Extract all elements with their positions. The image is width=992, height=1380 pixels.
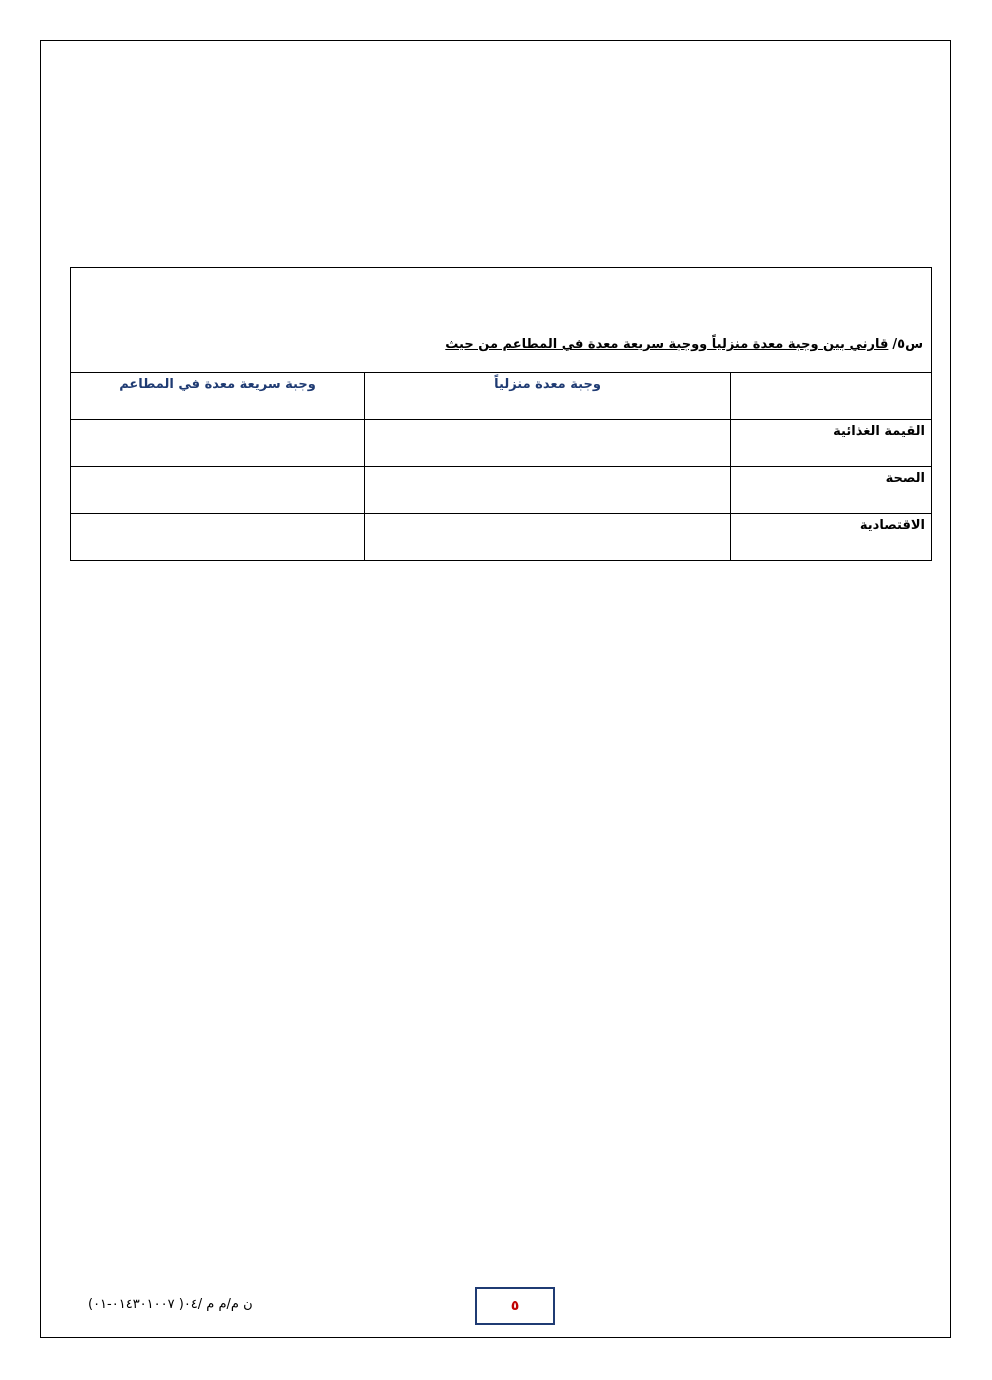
page-number: ٥ [475,1287,555,1325]
question-text: قارني بين وجبة معدة منزلياً ووجبة سريعة معدة في المطاعم من حيث [445,337,889,352]
header-row [71,373,932,420]
question-cell [71,268,932,373]
table-row [71,420,932,467]
answer-cell-home-meal[interactable] [365,514,731,561]
page-frame [40,40,951,1338]
comparison-table [70,267,932,561]
criterion-health: الصحة [731,467,932,514]
criterion-economic: الاقتصادية [731,514,932,561]
answer-cell-fast-meal[interactable] [71,420,365,467]
table-row [71,467,932,514]
footer-reference: ن م/م م /٠٤( ٠١٤٣٠١٠٠٧-٠١) [88,1297,253,1312]
answer-cell-home-meal[interactable] [365,467,731,514]
header-criterion-cell [731,373,932,420]
question-row [71,268,932,373]
answer-cell-fast-meal[interactable] [71,514,365,561]
header-fast-meal: وجبة سريعة معدة في المطاعم [71,373,365,420]
answer-cell-fast-meal[interactable] [71,467,365,514]
question-number: س٥/ [892,337,924,352]
answer-cell-home-meal[interactable] [365,420,731,467]
criterion-nutritional-value: القيمة الغذائية [731,420,932,467]
header-home-meal: وجبة معدة منزلياً [365,373,731,420]
table-row [71,514,932,561]
